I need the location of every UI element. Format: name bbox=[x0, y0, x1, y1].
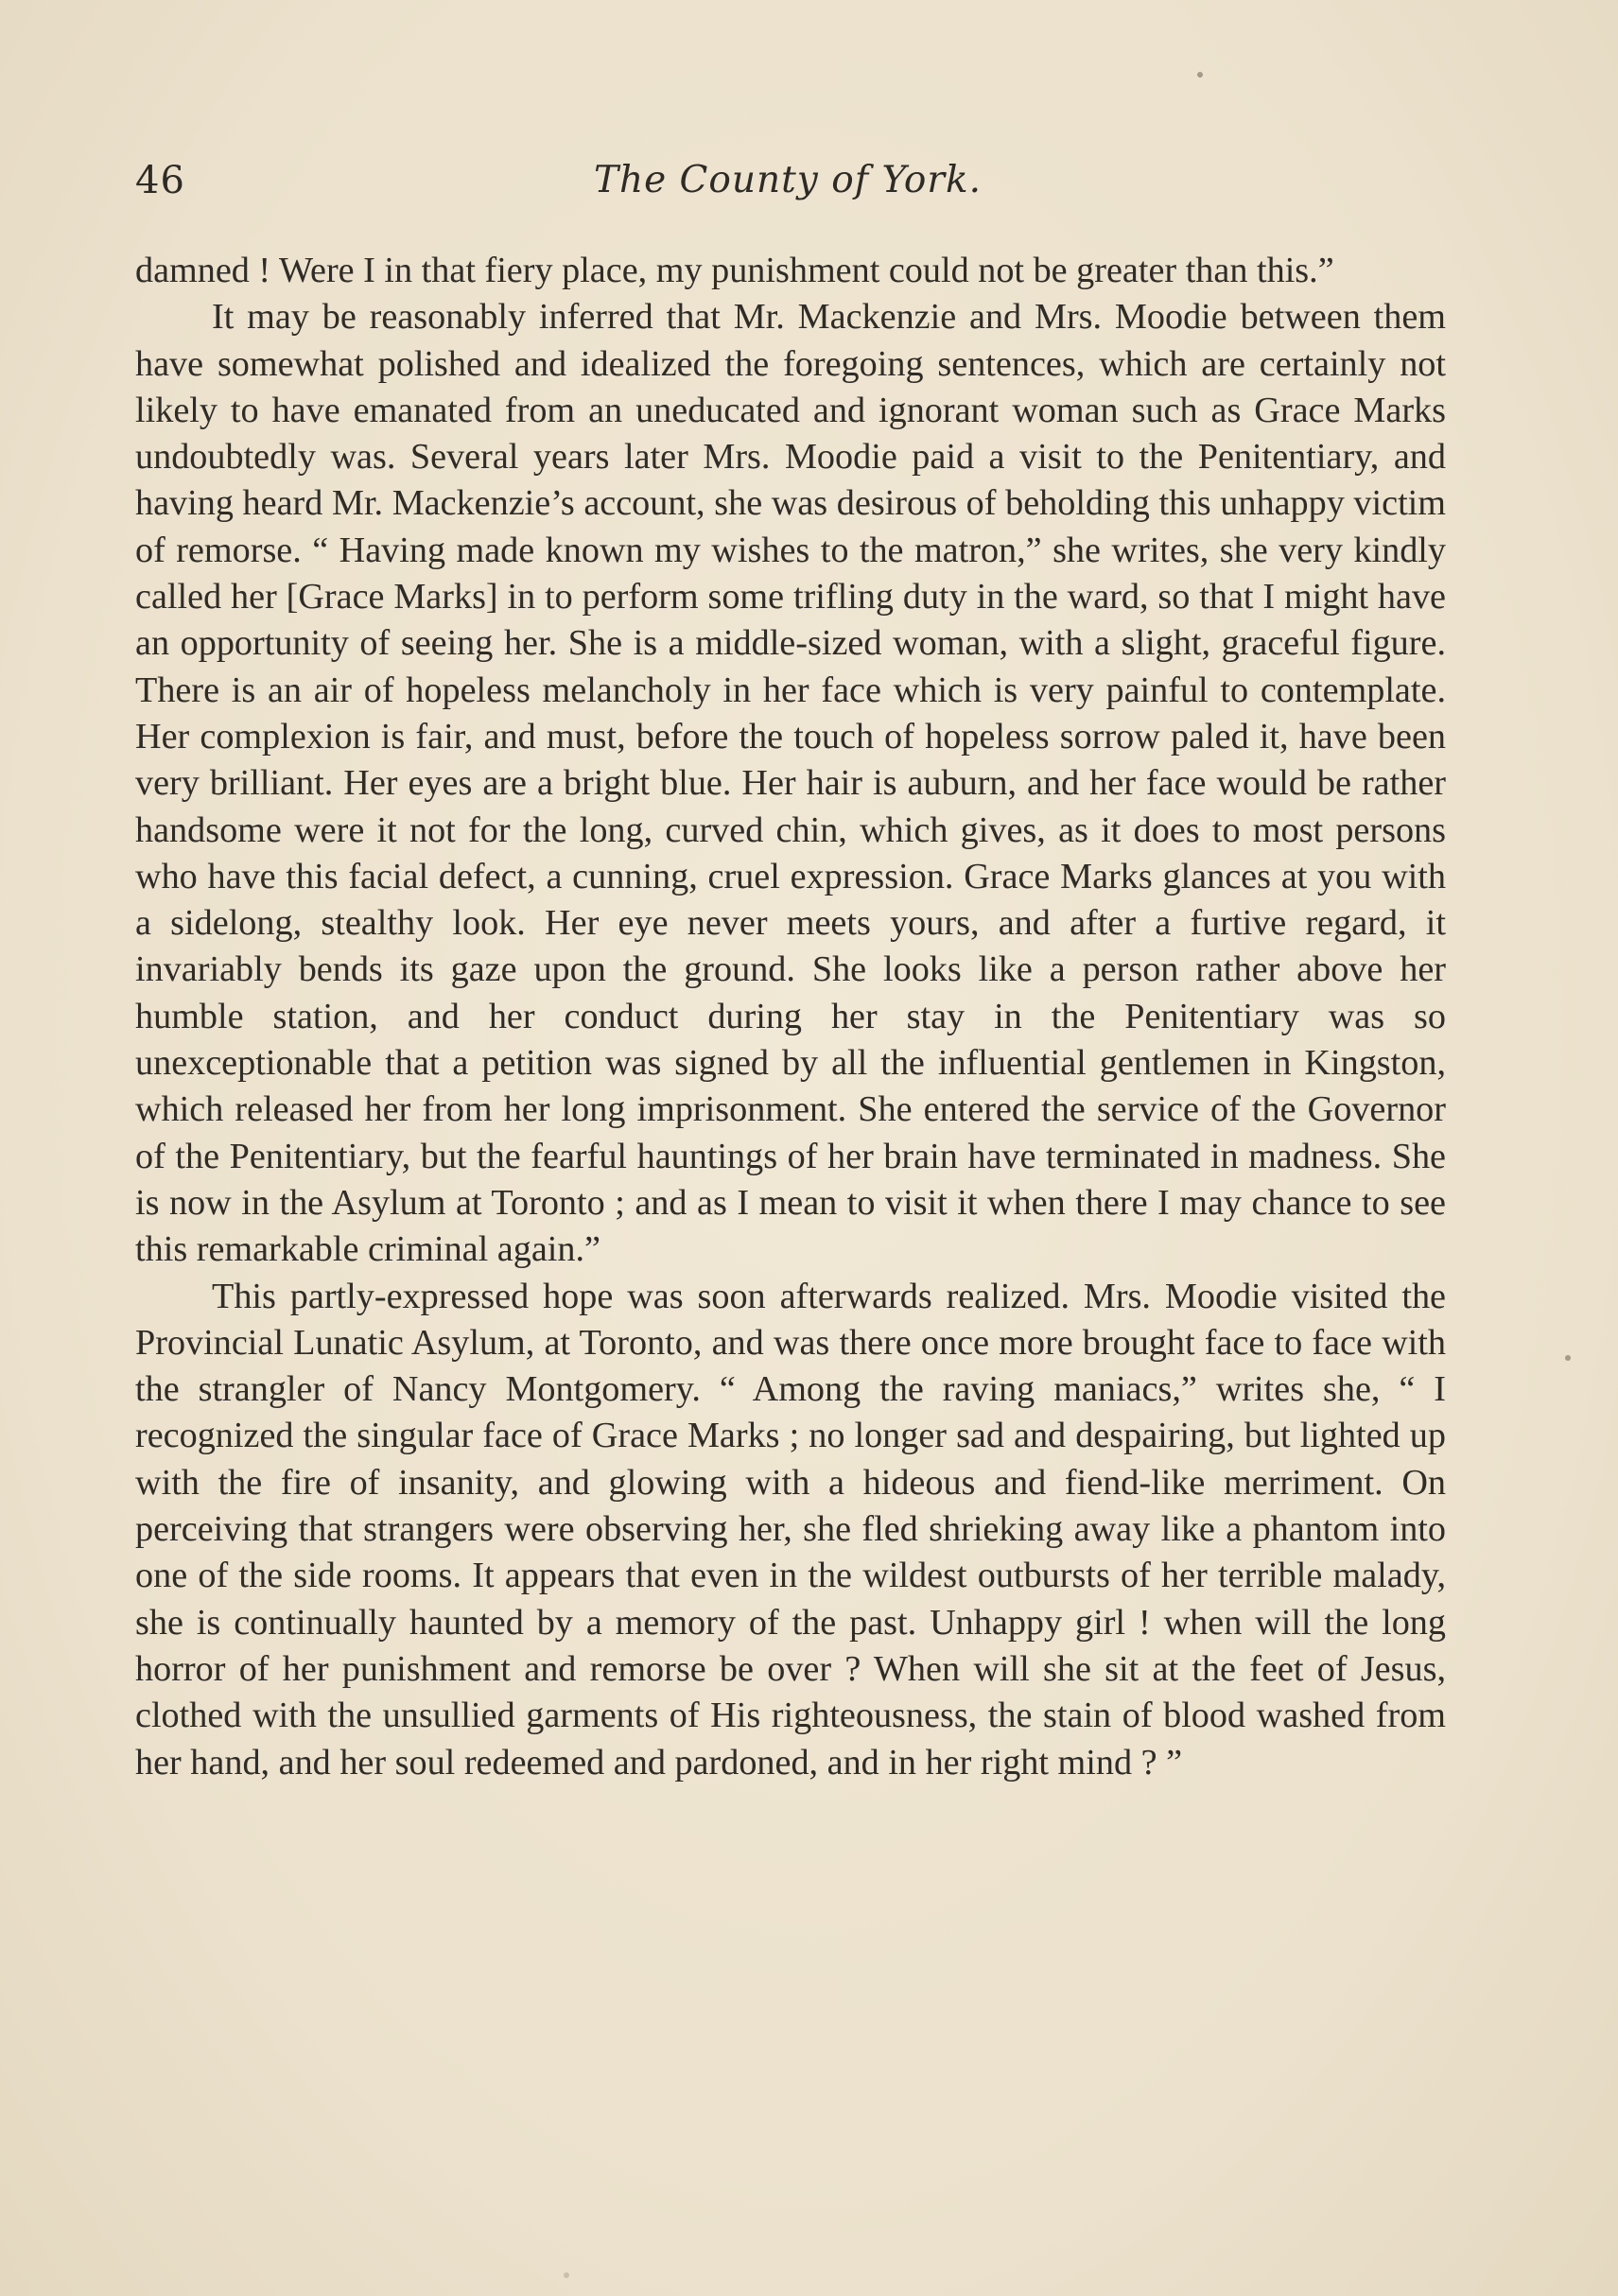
body-text bbox=[135, 248, 1446, 1786]
running-title: The County of York. bbox=[593, 159, 983, 201]
paper-speck bbox=[1565, 1355, 1571, 1361]
page-number: 46 bbox=[135, 159, 185, 202]
paragraph: It may be reasonably inferred that Mr. Mackenzie and Mrs. Moodie between them have somewhat polished and idealized the foregoing sentences, which are certainly not likely to have emanated from an uneducated and ignorant woman such as Grace Marks undoubtedly was. Several years later Mrs. Moodie paid a visit to the Penitentiary, and having heard Mr. Mackenzie’s account, she was desirous of beholding this unhappy victim of remorse. “ Having made known my wishes to the matron,” she writes, she very kindly called her [Grace Marks] in to perform some trifling duty in the ward, so that I might have an opportunity of seeing her. She is a middle-sized woman, with a slight, graceful figure. There is an air of hopeless melancholy in her face which is very painful to contemplate. Her complexion is fair, and must, before the touch of hopeless sorrow paled it, have been very brilliant. Her eyes are a bright blue. Her hair is auburn, and her face would be rather handsome were it not for the long, curved chin, which gives, as it does to most persons who have this facial defect, a cunning, cruel expression. Grace Marks glances at you with a sidelong, stealthy look. Her eye never meets yours, and after a furtive regard, it invariably bends its gaze upon the ground. She looks like a person rather above her humble station, and her conduct during her stay in the Penitentiary was so unexceptionable that a petition was signed by all the influential gentlemen in Kingston, which released her from her long imprisonment. She entered the service of the Governor of the Penitentiary, but the fearful hauntings of her brain have terminated in madness. She is now in the Asylum at Toronto ; and as I mean to visit it when there I may chance to see this remarkable criminal again.” bbox=[135, 297, 1446, 1270]
paragraph: This partly-expressed hope was soon afterwards realized. Mrs. Moodie visited the Provincial Lunatic Asylum, at Toronto, and was there once more brought face to face with the strangler of Nancy Montgomery. “ Among the raving maniacs,” writes she, “ I recognized the singular face of Grace Marks ; no longer sad and despairing, but lighted up with the fire of insanity, and glowing with a hideous and fiend-like merriment. On perceiving that strangers were observing her, she fled shrieking away like a phantom into one of the side rooms. It appears that even in the wildest outbursts of her terrible malady, she is continually haunted by a memory of the past. Unhappy girl ! when will the long horror of her punishment and remorse be over ? When will she sit at the feet of Jesus, clothed with the unsullied garments of His righteousness, the stain of blood washed from her hand, and her soul redeemed and pardoned, and in her right mind ? ” bbox=[135, 1276, 1446, 1783]
paper-speck bbox=[1197, 72, 1203, 78]
paragraph: damned ! Were I in that fiery place, my punishment could not be greater than this.” bbox=[135, 251, 1334, 290]
paper-speck bbox=[564, 2272, 569, 2278]
page-header bbox=[135, 159, 1440, 216]
